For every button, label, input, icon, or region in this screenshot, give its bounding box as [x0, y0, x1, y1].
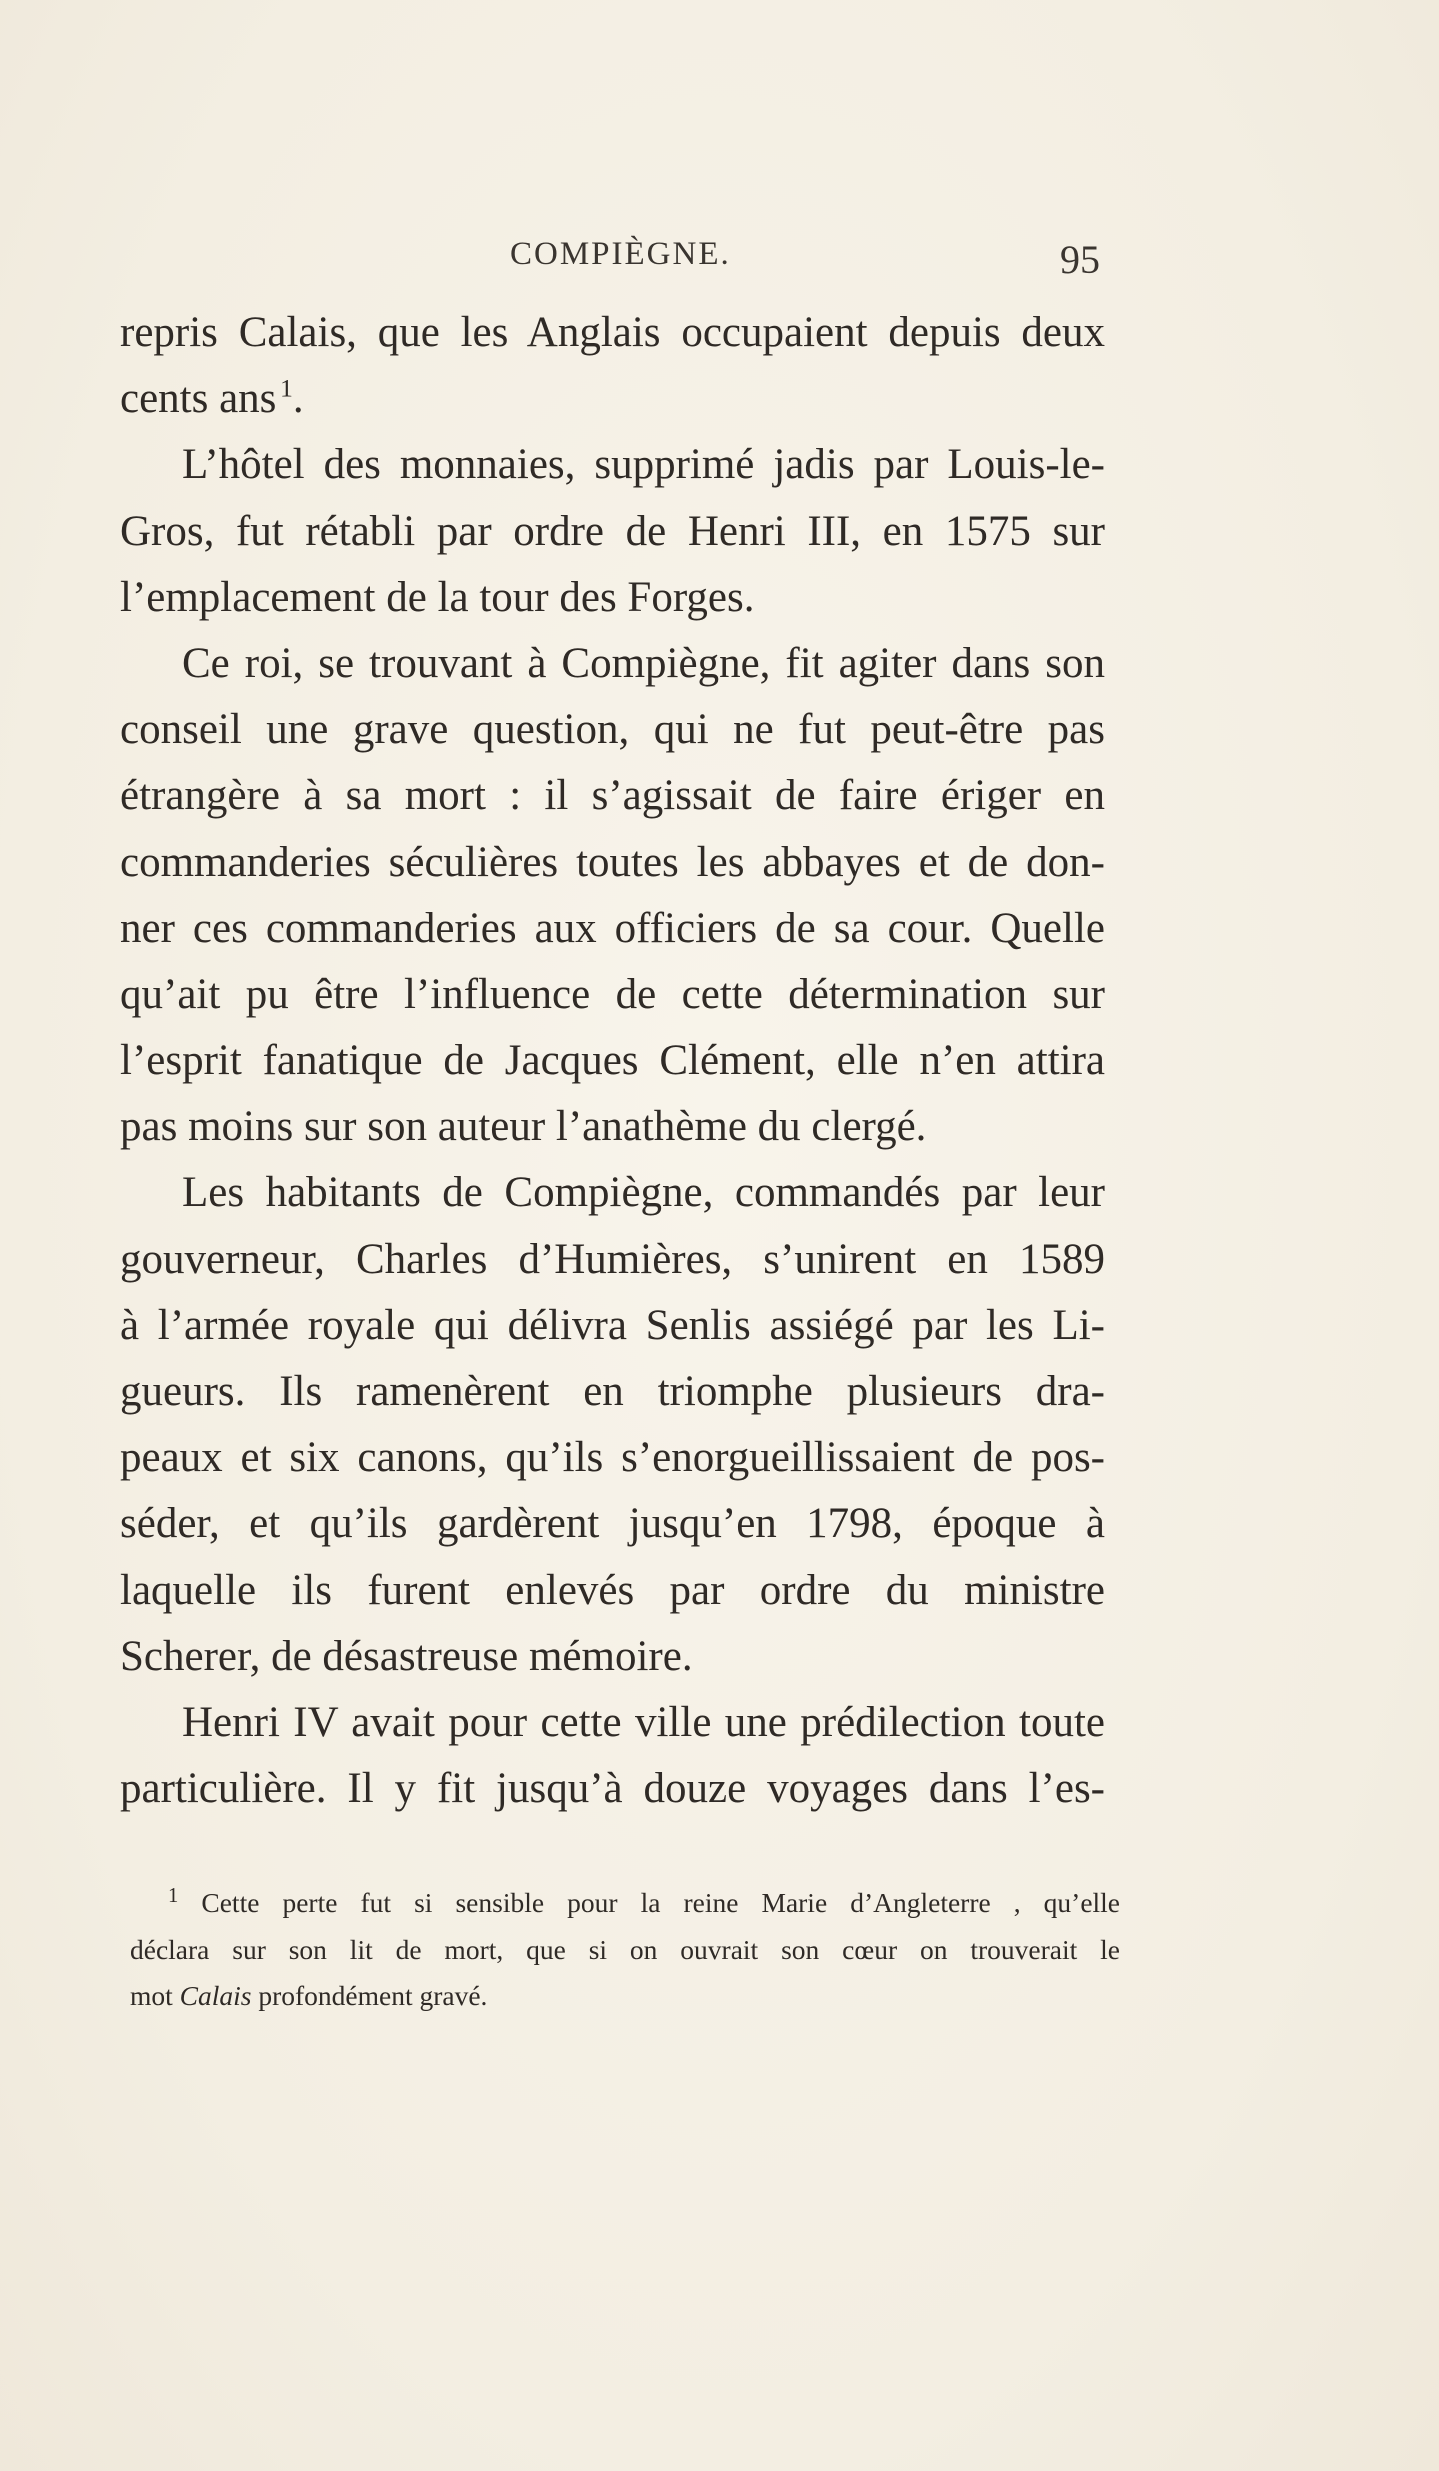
body-text [120, 300, 1105, 1822]
text-line-23: particulière. Il y fit jusqu’à douze voyages dans l’es- [120, 1765, 1105, 1813]
text-line-11: qu’ait pu être l’influence de cette détermination sur [120, 970, 1105, 1018]
text-line-2 [120, 366, 1105, 432]
text-line-2-after: . [292, 375, 304, 423]
footnote-line-1-text: Cette perte fut si sensible pour la reine Marie d’Angleterre , qu’elle [201, 1887, 1121, 1918]
text-line-6: Ce roi, se trouvant à Compiègne, fit agiter dans son [182, 639, 1105, 687]
page-number: 95 [1060, 237, 1100, 282]
text-line-19: séder, et qu’ils gardèrent jusqu’en 1798, époque à [120, 1500, 1105, 1548]
footnote-italic-word: Calais [179, 1980, 252, 2011]
footnote-line-2: déclara sur son lit de mort, que si on ouvrait son cœur on trouverait le [130, 1933, 1120, 1965]
footnote-ref: 1 [280, 373, 293, 403]
text-line-5: l’emplacement de la tour des Forges. [120, 573, 755, 621]
footnote-number: 1 [168, 1884, 179, 1907]
footnote-line-3-post: profondément gravé. [251, 1980, 488, 2011]
text-line-15: gouverneur, Charles d’Humières, s’unirent en 1589 [120, 1235, 1105, 1283]
text-line-3: L’hôtel des monnaies, supprimé jadis par Louis-le- [182, 441, 1105, 489]
text-line-13: pas moins sur son auteur l’anathème du clergé. [120, 1103, 927, 1151]
text-line-8: étrangère à sa mort : il s’agissait de faire ériger en [120, 772, 1105, 820]
text-line-20: laquelle ils furent enlevés par ordre du ministre [120, 1566, 1105, 1614]
text-line-9: commanderies séculières toutes les abbayes et de don- [120, 838, 1105, 886]
text-line-2-main: cents ans [120, 375, 277, 423]
text-line-17: gueurs. Ils ramenèrent en triomphe plusieurs dra- [120, 1368, 1105, 1415]
footnote-line-3-pre: mot [130, 1980, 180, 2011]
running-head [120, 236, 1120, 286]
text-line-18: peaux et six canons, qu’ils s’enorgueillissaient de pos- [120, 1434, 1105, 1482]
text-line-21: Scherer, de désastreuse mémoire. [120, 1632, 693, 1680]
text-line-1: repris Calais, que les Anglais occupaient depuis deux [120, 309, 1105, 356]
footnote [130, 1880, 1120, 2020]
text-line-10: ner ces commanderies aux officiers de sa cour. Quelle [120, 904, 1105, 952]
footnote-line-1 [130, 1880, 1120, 1927]
text-line-16: à l’armée royale qui délivra Senlis assiégé par les Li- [120, 1301, 1105, 1349]
chapter-title: COMPIÈGNE. [510, 236, 731, 272]
text-line-7: conseil une grave question, qui ne fut peut-être pas [120, 706, 1105, 754]
text-line-22: Henri IV avait pour cette ville une prédilection toute [182, 1698, 1105, 1746]
text-line-12: l’esprit fanatique de Jacques Clément, elle n’en attira [120, 1037, 1105, 1085]
text-line-4: Gros, fut rétabli par ordre de Henri III, en 1575 sur [120, 507, 1105, 555]
footnote-line-3 [130, 1973, 1120, 2020]
text-line-14: Les habitants de Compiègne, commandés par leur [182, 1169, 1105, 1217]
